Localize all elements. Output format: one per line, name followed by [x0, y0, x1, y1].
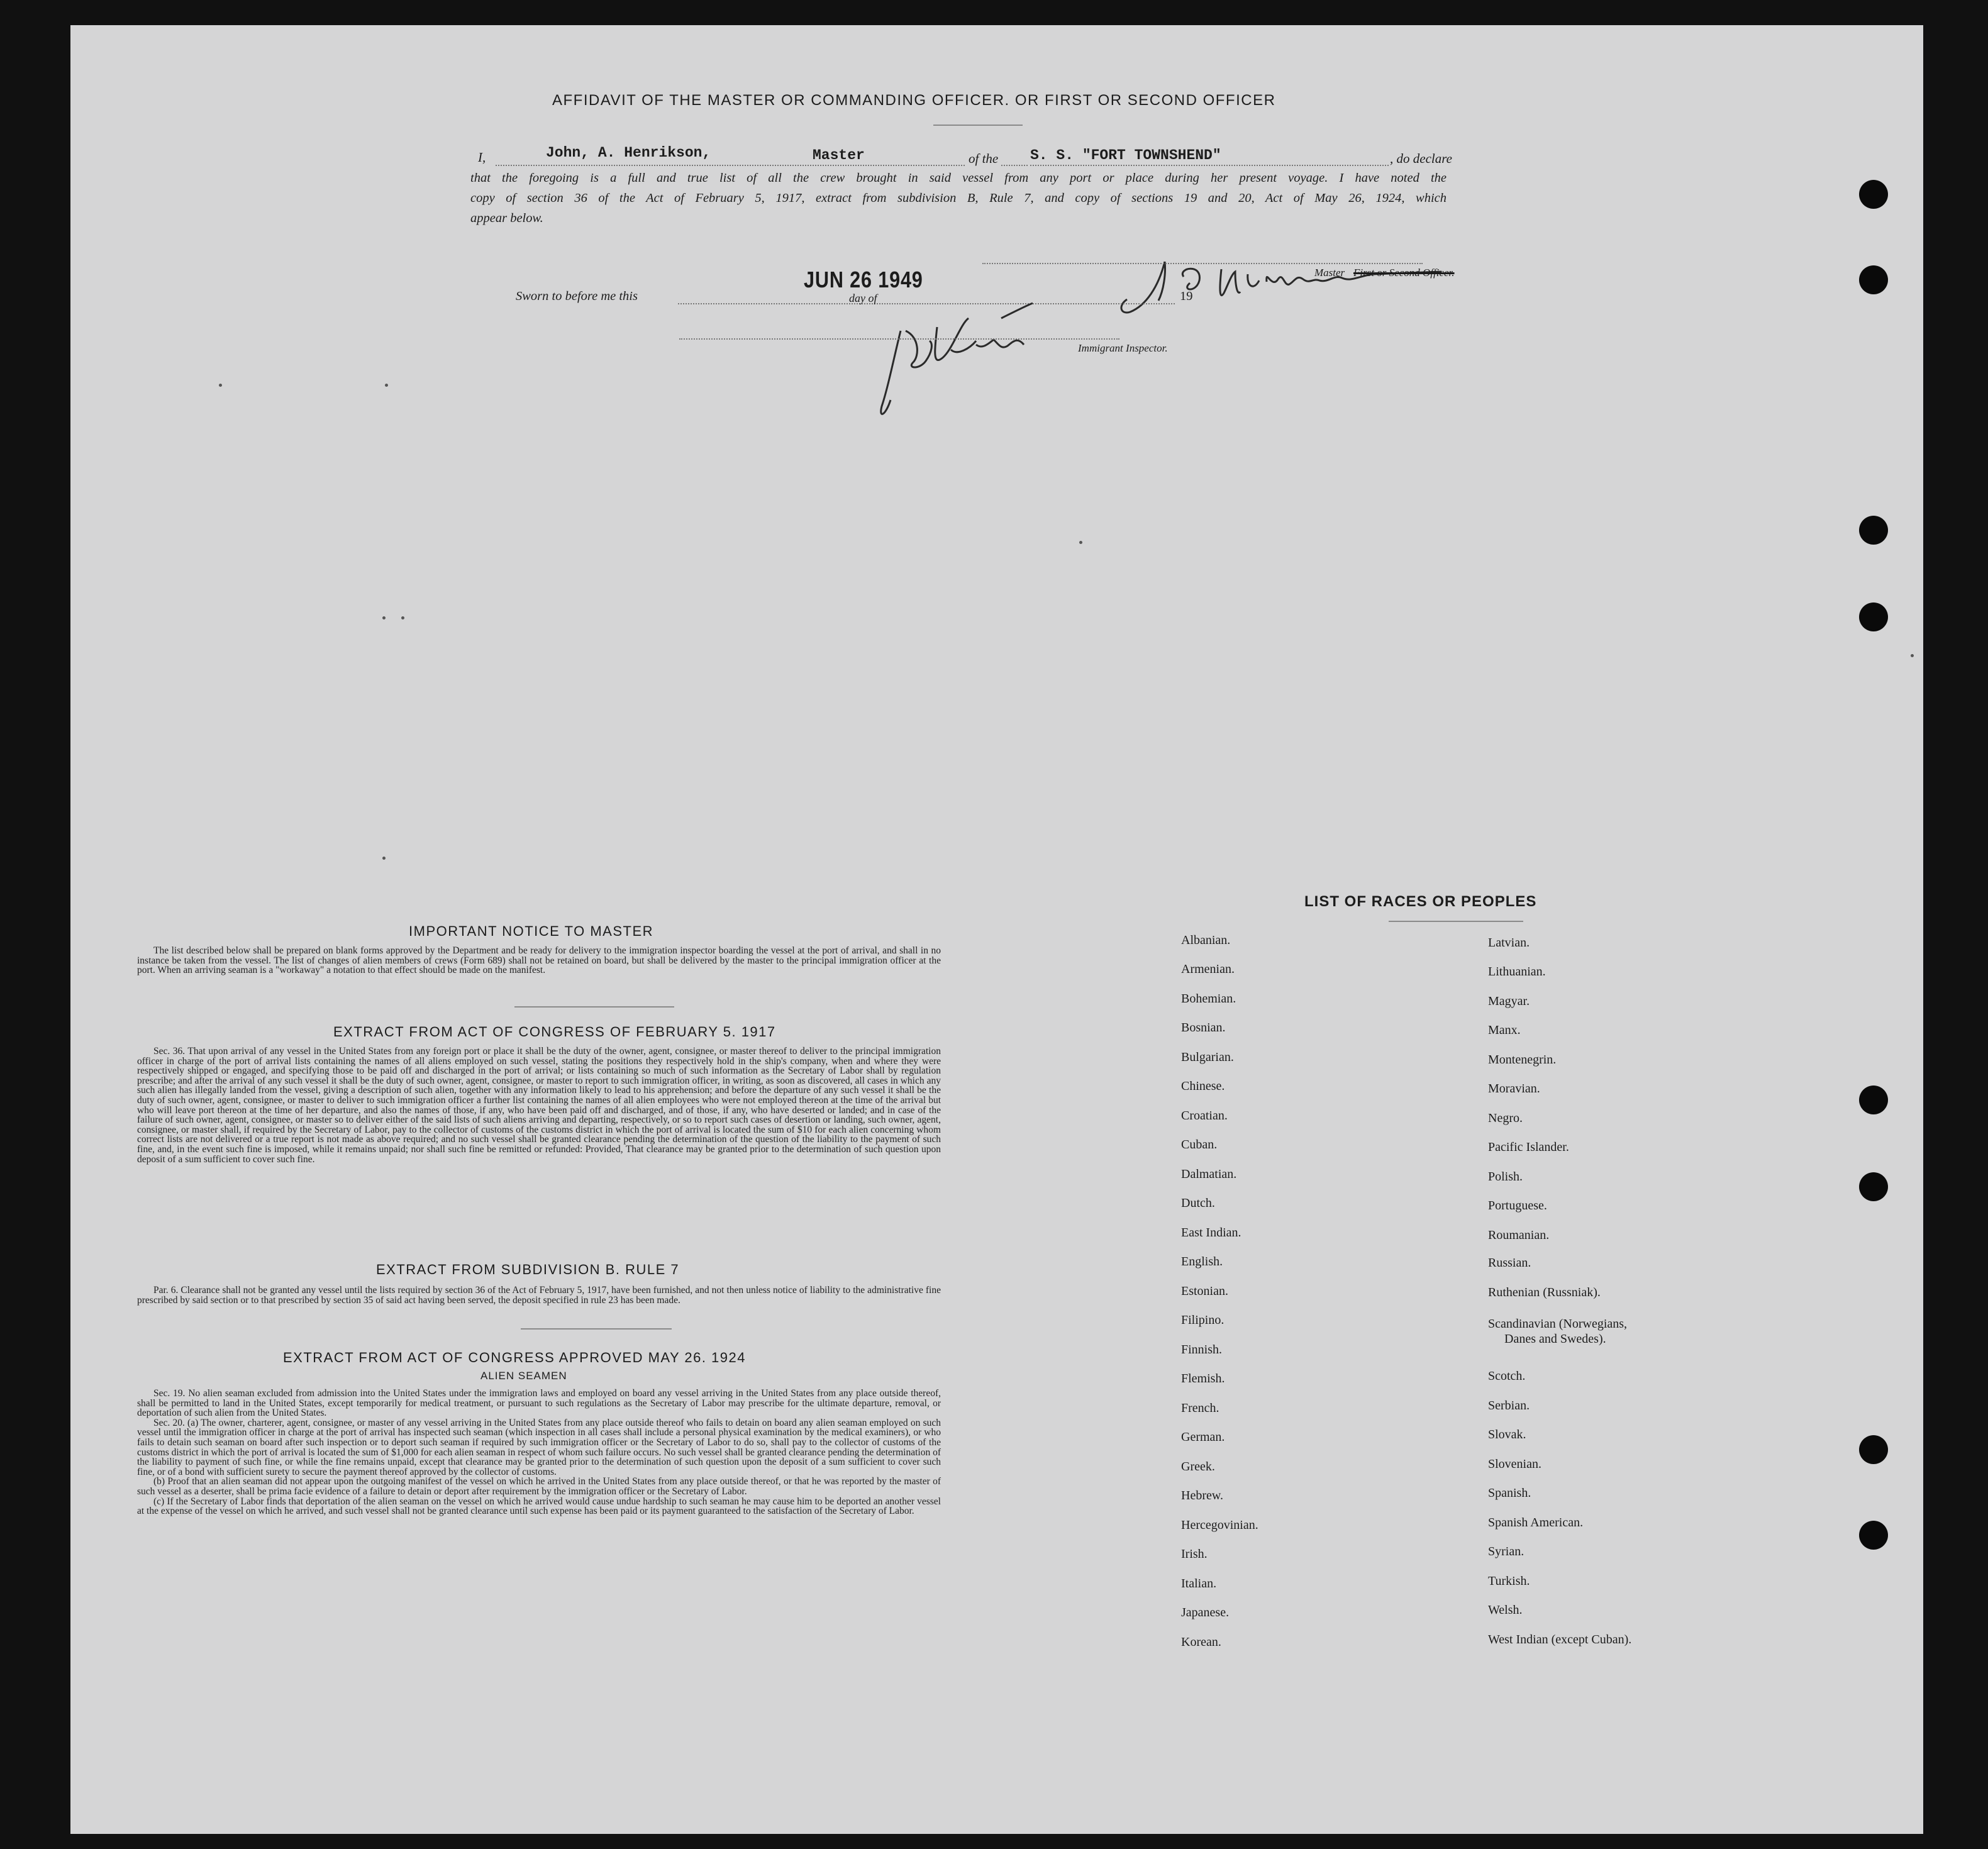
race-item: Chinese. — [1181, 1079, 1225, 1093]
race-item: Irish. — [1181, 1547, 1208, 1561]
race-item: Estonian. — [1181, 1284, 1228, 1298]
signature-caption-master: Master — [1314, 267, 1345, 279]
year-prefix: 19 — [1180, 289, 1193, 303]
punch-hole — [1859, 1086, 1888, 1114]
master-name: John, A. Henrikson, — [546, 145, 711, 161]
affidavit-line-4: appear below. — [470, 211, 543, 225]
race-item: Korean. — [1181, 1635, 1221, 1649]
race-item: Pacific Islander. — [1488, 1140, 1569, 1154]
race-item: Portuguese. — [1488, 1199, 1547, 1213]
race-item: Bosnian. — [1181, 1021, 1226, 1035]
speck — [382, 616, 386, 619]
extract-1917-body: Sec. 36. That upon arrival of any vessel in the United States from any foreign port or place it shall be the duty of the owner, agent, consignee, or master thereof to deliver to the principal immigration officer in charge of the port of arrival lists containing the names of all aliens employed on such vessel, stating the positions they respectively hold in the ship's company, when and where they were respectively shipped or engaged, and specifying those to be paid off and discharged in the port of arrival; or lists containing so much of such information as the Secretary of Labor shall by regulation prescribe; and after the arrival of any such vessel it shall be the duty of such owner, agent, consignee, or master to report to such immigration officer, in writing, as soon as discovered, all cases in which any such alien has illegally landed from the vessel, giving a description of such alien, together with any information likely to lead to his apprehension; and before the departure of any such vessel it shall be the duty of such owner, agent, consignee, or master to deliver to such immigration officer a further list containing the names of all alien employees who were not employed thereon at the time of the arrival but who will leave port thereon at the time of her departure, and also the names of those, if any, who have been paid off and discharged, and of those, if any, who have deserted or landed; and in case of the failure of such owner, agent, consignee, or master so to deliver either of the said lists of such aliens arriving and departing, respectively, or so to report such cases of desertion or landing, such owner, agent, consignee, or master shall, if required by the Secretary of Labor, pay to the collector of customs of the customs district in which the port of arrival is located the sum of $10 for each alien concerning whom correct lists are not delivered or a true report is not made as above required; and no such vessel shall be granted clearance pending the determination of the question of the liability to the payment of such fine, and, in the event such fine is imposed, while it remains unpaid; nor shall such fine be remitted or refunded: Provided, That clearance may be granted prior to the determination of such question upon deposit of a sum sufficient to cover such fine. — [137, 1046, 941, 1165]
speck — [1911, 654, 1914, 657]
race-item: Moravian. — [1488, 1082, 1540, 1096]
speck — [382, 857, 386, 860]
race-item: Magyar. — [1488, 994, 1530, 1008]
rule7-body: Par. 6. Clearance shall not be granted any vessel until the lists required by section 36 of the Act of February 5, 1917, have been furnished, and not then unless notice of liability to the administrative fine prescribed by said section or to that prescribed by section 35 of said act having been served, the deposit specified in rule 23 has been made. — [137, 1285, 941, 1306]
sec-20c: (c) If the Secretary of Labor finds that deportation of the alien seaman on the vessel on which he arrived would cause undue hardship to such seaman he may cause him to be deported an another vessel at the expense of the vessel on which he arrived, and such vessel shall not be granted clearance until such expense has been paid or its payment guaranteed to the satisfaction of the Secretary of Labor. — [137, 1496, 941, 1517]
extract-1924-body — [137, 1389, 941, 1516]
race-item: Welsh. — [1488, 1603, 1523, 1617]
sworn-label: Sworn to before me this — [516, 289, 638, 303]
race-item: Albanian. — [1181, 933, 1231, 947]
speck — [385, 384, 388, 387]
of-the-label: of the — [966, 151, 1001, 167]
divider — [1389, 921, 1523, 922]
divider — [933, 125, 1023, 126]
race-item: Turkish. — [1488, 1574, 1530, 1588]
inspector-caption: Immigrant Inspector. — [1078, 342, 1168, 354]
notice-body: The list described below shall be prepared on blank forms approved by the Department and be ready for delivery to the immigration inspector boarding the vessel at the port of arrival, and shall in no instance be taken from the vessel. The list of changes of alien members of crews (Form 689) shall not be retained on board, but shall be delivered by the master to the principal immigration officer at the port. When an arriving seaman is a "workaway" a notation to that effect should be made on the manifest. — [137, 945, 941, 976]
race-item: German. — [1181, 1430, 1225, 1444]
speck — [1079, 541, 1082, 544]
date-stamp: JUN 26 1949 — [804, 267, 923, 292]
sec-19: Sec. 19. No alien seaman excluded from admission into the United States under the immigration laws and employed on board any vessel arriving in the United States from any place outside thereof, shall be permitted to land in the United States, except temporarily for medical treatment, or pursuant to such regulations as the Secretary of Labor may prescribe for the ultimate departure, removal, or deportation of such alien from the United States. — [137, 1388, 941, 1419]
race-item: Dutch. — [1181, 1196, 1215, 1210]
race-item: Polish. — [1488, 1170, 1523, 1184]
race-item: East Indian. — [1181, 1226, 1241, 1240]
race-item: Japanese. — [1181, 1606, 1230, 1619]
race-item: Scandinavian (Norwegians, — [1488, 1317, 1628, 1331]
race-item: Syrian. — [1488, 1545, 1524, 1558]
race-item: French. — [1181, 1401, 1219, 1415]
race-item: Armenian. — [1181, 962, 1235, 976]
race-item: Manx. — [1488, 1023, 1521, 1037]
race-item: Flemish. — [1181, 1372, 1225, 1385]
race-item: Montenegrin. — [1488, 1053, 1557, 1067]
sec-20a: Sec. 20. (a) The owner, charterer, agent, consignee, or master of any vessel arriving in the United States from any place outside thereof who fails to detain on board any alien seaman employed on such vessel until the immigration officer in charge at the port of arrival has inspected such seaman (which inspection in all cases shall include a personal physical examination by the medical examiners), or who fails to detain such seaman on board after such inspection or to deport such seaman if required by such immigration officer or the Secretary of Labor to do so, shall pay to the collector of customs of the customs district in which the port of arrival is located the sum of $1,000 for each alien seaman in respect of whom such failure occurs. No such vessel shall be granted clearance pending the determination of the liability to payment of such fine, or while the fine remains unpaid, except that clearance may be granted prior to the determination of such question upon the deposit of a sum sufficient to cover such fine, or of a bond with sufficient surety to secure the payment thereof approved by the collector of customs. — [137, 1417, 941, 1477]
race-item: English. — [1181, 1255, 1223, 1269]
race-item: Spanish American. — [1488, 1516, 1584, 1530]
signature-caption-struck: First or Second Officer. — [1353, 267, 1455, 279]
race-item: Spanish. — [1488, 1486, 1531, 1500]
do-declare: , do declare — [1390, 151, 1452, 166]
punch-hole — [1859, 1172, 1888, 1201]
race-item: Croatian. — [1181, 1109, 1228, 1123]
race-item: Hebrew. — [1181, 1489, 1224, 1502]
divider — [514, 1006, 674, 1008]
extract-1917-title: EXTRACT FROM ACT OF CONGRESS OF FEBRUARY 5. 1917 — [333, 1024, 776, 1040]
race-item: Dalmatian. — [1181, 1167, 1237, 1181]
day-of-label: day of — [849, 292, 877, 304]
race-item: Greek. — [1181, 1460, 1215, 1474]
rule7-title: EXTRACT FROM SUBDIVISION B. RULE 7 — [376, 1262, 680, 1277]
punch-hole — [1859, 1521, 1888, 1550]
speck — [401, 616, 404, 619]
race-item: Slovak. — [1488, 1428, 1526, 1441]
inspector-signature-graphic — [825, 287, 1089, 431]
races-title: LIST OF RACES OR PEOPLES — [1304, 893, 1537, 910]
master-rank: Master — [813, 147, 865, 164]
affidavit-i-label: I, — [478, 150, 486, 165]
vessel-name: S. S. "FORT TOWNSHEND" — [1030, 147, 1221, 164]
affidavit-title: AFFIDAVIT OF THE MASTER OR COMMANDING OFFICER. OR FIRST OR SECOND OFFICER — [552, 92, 1276, 109]
race-item: West Indian (except Cuban). — [1488, 1633, 1632, 1646]
extract-1924-subtitle: ALIEN SEAMEN — [480, 1370, 567, 1382]
race-item: Scotch. — [1488, 1369, 1526, 1383]
race-item: Serbian. — [1488, 1399, 1530, 1413]
race-item: Slovenian. — [1488, 1457, 1541, 1471]
race-item: Russian. — [1488, 1256, 1531, 1270]
divider — [521, 1328, 672, 1330]
fill-line — [1030, 165, 1389, 166]
race-item: Ruthenian (Russniak). — [1488, 1285, 1601, 1299]
punch-hole — [1859, 1435, 1888, 1464]
punch-hole — [1859, 516, 1888, 545]
affidavit-line-2: that the foregoing is a full and true list of all the crew brought in said vessel from any port or place during her present voyage. I have noted the — [470, 171, 1447, 185]
race-item: Negro. — [1488, 1111, 1523, 1125]
affidavit-line-3: copy of section 36 of the Act of February 5, 1917, extract from subdivision B, Rule 7, and copy of sections 19 and 20, Act of May 26, 1924, which — [470, 191, 1447, 205]
race-item: Roumanian. — [1488, 1228, 1550, 1242]
race-item: Finnish. — [1181, 1343, 1223, 1357]
notice-title: IMPORTANT NOTICE TO MASTER — [409, 923, 654, 939]
sec-20b: (b) Proof that an alien seaman did not appear upon the outgoing manifest of the vessel on which he arrived in the United States from any place outside thereof, or that he was reported by the master of such vessel as a deserter, shall be prima facie evidence of a failure to detain or deport after requirement by the immigration officer or the Secretary of Labor. — [137, 1476, 941, 1497]
punch-hole — [1859, 602, 1888, 631]
race-item: Bohemian. — [1181, 992, 1236, 1006]
race-item: Cuban. — [1181, 1138, 1218, 1152]
extract-1924-title: EXTRACT FROM ACT OF CONGRESS APPROVED MAY 26. 1924 — [283, 1350, 746, 1365]
punch-hole — [1859, 180, 1888, 209]
fill-line — [982, 263, 1423, 264]
manifest-page — [70, 25, 1923, 1834]
race-item: Bulgarian. — [1181, 1050, 1234, 1064]
race-item: Italian. — [1181, 1577, 1217, 1591]
race-item: Lithuanian. — [1488, 965, 1546, 979]
race-item-continued: Danes and Swedes). — [1504, 1332, 1606, 1346]
race-item: Filipino. — [1181, 1313, 1224, 1327]
race-item: Latvian. — [1488, 936, 1530, 950]
fill-line — [496, 165, 1028, 166]
race-item: Hercegovinian. — [1181, 1518, 1258, 1532]
speck — [219, 384, 222, 387]
master-signature-graphic — [1070, 230, 1473, 337]
punch-hole — [1859, 265, 1888, 294]
fill-line — [679, 338, 1119, 340]
